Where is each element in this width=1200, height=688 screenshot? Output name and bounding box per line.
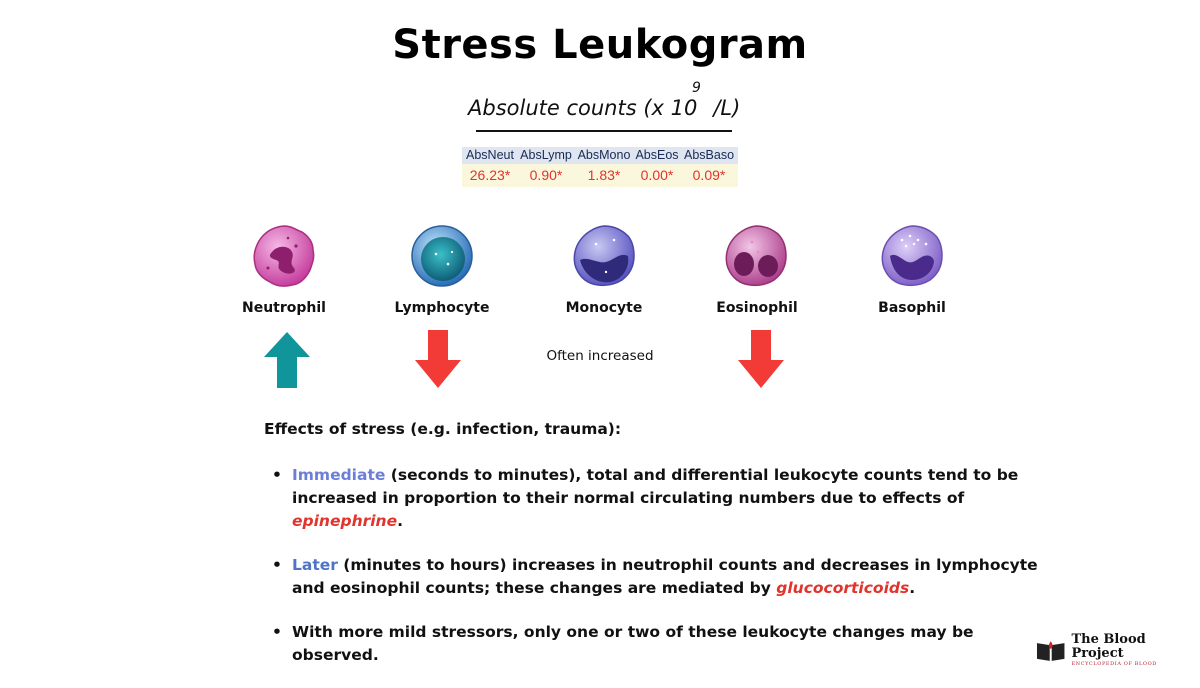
lab-header-cell: AbsNeut (466, 148, 514, 162)
eosinophil-down-arrow-icon (738, 330, 784, 388)
lab-header-row (462, 147, 738, 164)
effects-list (272, 464, 1052, 688)
lab-results-table (462, 147, 738, 187)
brand-tagline: ENCYCLOPEDIA OF BLOOD (1071, 661, 1157, 667)
effect-mediator: epinephrine (292, 512, 398, 530)
monocyte-label: Monocyte (565, 300, 643, 316)
list-item (272, 464, 1052, 533)
lymphocyte-cell-icon (408, 222, 476, 290)
subtitle-suffix: /L) (713, 96, 741, 120)
list-item (272, 554, 1052, 600)
lab-value-cell: 0.00* (640, 167, 674, 183)
effect-body: (seconds to minutes), total and differential leukocyte counts tend to be increased in proportion to their normal circulating numbers due to effects of (292, 466, 1019, 507)
neutrophil-cell-icon (250, 222, 318, 290)
bullet-icon: • (272, 623, 282, 641)
lymphocyte-down-arrow-icon (415, 330, 461, 388)
book-icon (1036, 640, 1065, 662)
lab-value-cell: 0.09* (692, 167, 726, 183)
neutrophil-up-arrow-icon (264, 332, 310, 388)
page-title: Stress Leukogram (392, 22, 808, 68)
lab-header-cell: AbsBaso (683, 148, 735, 162)
monocyte-cell-icon (570, 222, 638, 290)
neutrophil-label: Neutrophil (242, 300, 326, 316)
lab-value-row (462, 164, 738, 186)
effect-tail: . (397, 512, 403, 530)
subtitle-prefix: Absolute counts (x 10 (468, 96, 698, 120)
eosinophil-label: Eosinophil (716, 300, 798, 316)
lab-value-cell: 1.83* (587, 167, 621, 183)
eosinophil-cell-icon (722, 222, 790, 290)
effect-mediator: glucocorticoids (776, 579, 910, 597)
effect-body: (minutes to hours) increases in neutrophil counts and decreases in lymphocyte and eosinophil counts; these changes are mediated by (292, 556, 1038, 597)
lab-header-cell: AbsEos (635, 148, 679, 162)
basophil-cell-icon (878, 222, 946, 290)
effect-body: With more mild stressors, only one or two of these leukocyte changes may be observed. (292, 623, 974, 664)
bullet-icon: • (272, 556, 282, 574)
basophil-label: Basophil (878, 300, 946, 316)
lymphocyte-label: Lymphocyte (394, 300, 490, 316)
lab-header-cell: AbsLymp (520, 148, 572, 162)
effect-tail: . (909, 579, 916, 597)
effect-lead: Later (292, 556, 338, 574)
effects-heading: Effects of stress (e.g. infection, trauma): (264, 420, 622, 438)
brand-name: The Blood Project (1071, 632, 1146, 661)
bullet-icon: • (272, 466, 282, 484)
subtitle-exponent: 9 (692, 80, 701, 96)
monocyte-note: Often increased (546, 348, 654, 364)
brand-logo[interactable] (1036, 633, 1200, 668)
subtitle-underline (476, 130, 732, 132)
lab-header-cell: AbsMono (577, 148, 631, 162)
list-item (272, 621, 1052, 667)
lab-value-cell: 0.90* (529, 167, 563, 183)
effect-lead: Immediate (292, 466, 386, 484)
lab-value-cell: 26.23* (469, 167, 511, 183)
units-subtitle (468, 80, 741, 120)
